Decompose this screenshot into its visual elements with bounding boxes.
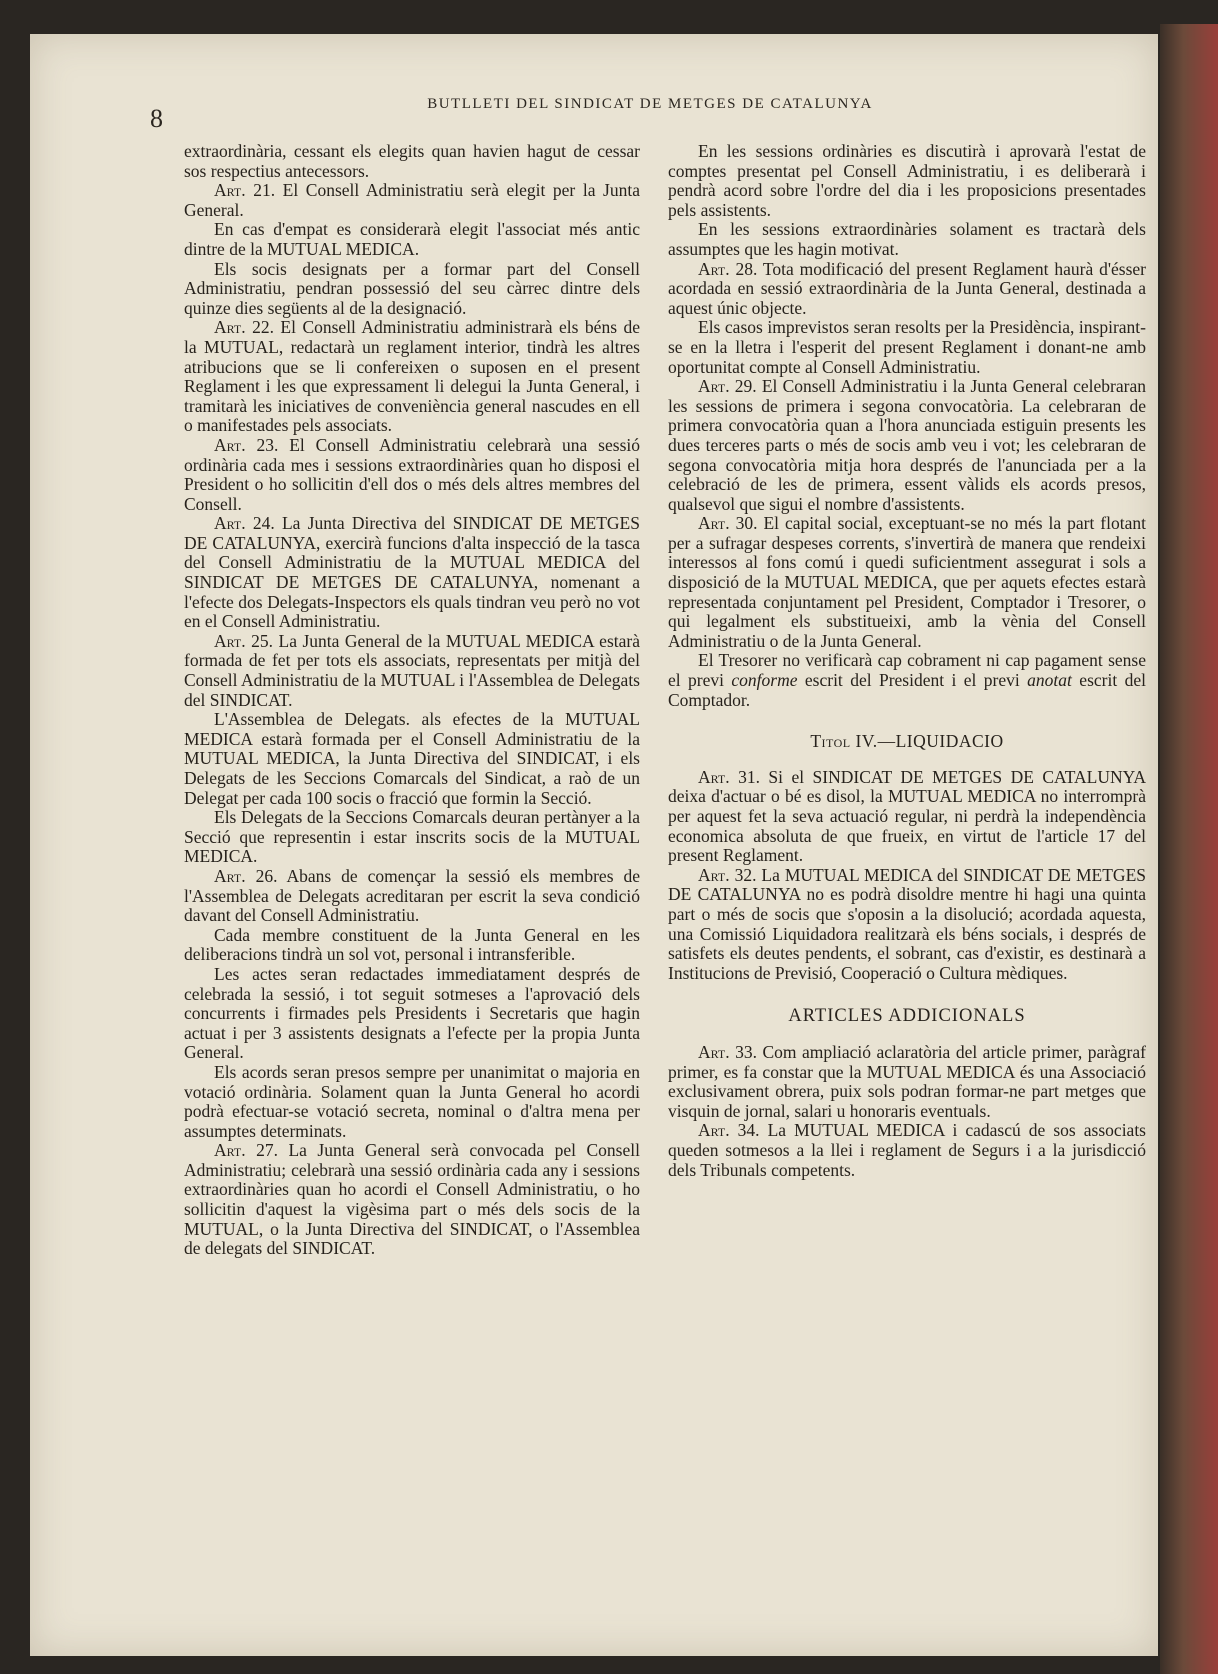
paragraph: Cada membre constituent de la Junta General en les deliberacions tindrà un sol vot, personal i intransferible. [184, 924, 640, 965]
running-head: BUTLLETI DEL SINDICAT DE METGES DE CATALUNYA [427, 96, 873, 112]
article-label: Art. 25. [214, 630, 273, 651]
article-text: El Consell Administratiu administrarà els béns de la MUTUAL, redactarà un reglament interior, tindrà les altres atribucions que se li confereixen o suposen en el present Reglament i les que expressament li delegui la Junta General, i tramitarà les iniciatives de conveniència general nascudes en ell o manifestades pels associats. [184, 317, 640, 436]
text-segment: escrit del Comptador. [668, 670, 1146, 710]
italic-term: conforme [731, 670, 798, 691]
paragraph: En les sessions ordinàries es discutirà i aprovarà l'estat de comptes presentat pel Consell Administratiu, i es deliberarà i pendrà acord sobre l'ordre del dia i les proposicions presentades pels assistents. [668, 141, 1146, 220]
article-text: El capital social, exceptuant-se no més la part flotant per a sufragar despeses corrents, s'invertirà de manera que rendeixi interessos al fons comú i quedi suficientment assegurat i sols a disposició de la MUTUAL MEDICA, que per aquets efectes estarà representada conjuntament pel President, Comptador i Tresorer, o qui legalment els substitueixi, amb la vènia del Consell Administratiu o de la Junta General. [668, 513, 1146, 651]
article-24 [184, 514, 640, 632]
article-text: La Junta Directiva del SINDICAT DE METGES DE CATALUNYA, exercirà funcions d'alta inspecció de la tasca del Consell Administratiu de la MUTUAL MEDICA del SINDICAT DE METGES DE CATALUNYA, nomenant a l'efecte dos Delegats-Inspectors els quals tindran veu però no vot en el Consell Administratiu. [184, 513, 640, 632]
article-text: Abans de començar la sessió els membres de l'Assemblea de Delegats acreditaran per escrit la seva condició davant del Consell Administratiu. [184, 865, 640, 926]
section-title: Titol IV.—LIQUIDACIO [810, 731, 1004, 752]
article-21 [184, 181, 640, 220]
page-number: 8 [150, 104, 163, 133]
adjacent-page-edge [1160, 24, 1218, 1674]
article-label: Art. 30. [698, 513, 758, 534]
article-label: Art. 29. [698, 376, 757, 397]
article-label: Art. 31. [698, 766, 760, 787]
article-label: Art. 21. [214, 180, 276, 201]
section-title: ARTICLES ADDICIONALS [788, 1006, 1026, 1027]
article-text: La Junta General serà convocada pel Consell Administratiu; celebrarà una sessió ordinària cada any i sessions extraordinàries quan ho acordi el Consell Administratiu, o ho sollicitin d'aquest la vigèsima part o més dels socis de la MUTUAL, o la Junta Directiva del SINDICAT, o l'Assemblea de delegats del SINDICAT. [184, 1140, 640, 1259]
article-label: Art. 28. [698, 258, 758, 279]
text-segment: El Tresorer no verificarà cap cobrament ni cap pagament sense el previ [668, 650, 1146, 691]
article-28 [668, 260, 1146, 319]
article-23 [184, 436, 640, 514]
paragraph [668, 651, 1146, 710]
article-label: Art. 32. [698, 864, 757, 885]
article-text: Tota modificació del present Reglament haurà d'ésser acordada en sessió extraordinària de la Junta General, destinada a aquest únic objecte. [668, 258, 1146, 318]
article-27 [184, 1141, 640, 1259]
paragraph: Les actes seran redactades immediatament després de celebrada la sessió, i tot seguit sotmeses a l'aprovació dels concurrents i firmades pels Presidents i Secretaris que hagin actuat i per 3 assistents designats a l'efecte per la propia Junta General. [184, 963, 640, 1063]
article-30 [668, 514, 1146, 651]
article-label: Art. 33. [698, 1041, 757, 1062]
article-29 [668, 377, 1146, 514]
article-text: La MUTUAL MEDICA i cadascú de sos associats queden sotmesos a la llei i reglament de Segurs i a la jurisdicció dels Tribunals competents. [668, 1120, 1146, 1180]
article-31 [668, 768, 1146, 866]
paragraph: En les sessions extraordinàries solament es tractarà dels assumptes que les hagin motivat. [668, 219, 1146, 259]
article-25 [184, 632, 640, 710]
paragraph: Els socis designats per a formar part del Consell Administratiu, pendran possessió del seu càrrec dintre dels quinze dies següents al de la designació. [184, 258, 640, 318]
article-34 [668, 1121, 1146, 1180]
article-text: La MUTUAL MEDICA del SINDICAT DE METGES DE CATALUNYA no es podrà disoldre mentre hi hagi una quinta part o més de socis que s'oposin a la disolució; acordada aquesta, una Comissió Liquidadora realitzarà els béns socials, i després de satisfets els deutes pendents, el sobrant, cas d'existir, es destinarà a Institucions de Previsió, Cooperació o Cultura mèdiques. [668, 864, 1146, 983]
article-33 [668, 1043, 1146, 1121]
paragraph: extraordinària, cessant els elegits quan havien hagut de cessar sos respectius antecessors. [184, 141, 640, 181]
right-column [668, 142, 1146, 1180]
article-22 [184, 318, 640, 436]
paragraph: En cas d'empat es considerarà elegit l'associat més antic dintre de la MUTUAL MEDICA. [184, 219, 640, 259]
article-26 [184, 867, 640, 926]
article-label: Art. 22. [214, 317, 274, 338]
article-text: Com ampliació aclaratòria del article primer, paràgraf primer, es fa constar que la MUTUAL MEDICA és una Associació exclusivament obrera, puix sols podran formar-ne part metges que visquin de jornal, salari u honoraris eventuals. [668, 1041, 1146, 1121]
left-column [184, 142, 640, 1259]
article-label: Art. 34. [698, 1120, 760, 1141]
article-text: El Consell Administratiu i la Junta General celebraran les sessions de primera i segona convocatòria. La celebraran de primera convocatòria quan a l'hora anunciada estiguin presents les dues terceres parts o més de socis amb veu i vot; les celebraran de segona convocatòria mitja hora després de l'anunciada per a la celebració de les de primera, essent vàlids els acords presos, qualsevol que sigui el nombre d'assistents. [668, 376, 1146, 514]
article-label: Art. 24. [214, 513, 275, 534]
article-text: La Junta General de la MUTUAL MEDICA estarà formada de fet per tots els associats, representats per mitjà del Consell Administratiu de la MUTUAL i l'Assemblea de Delegats del SINDICAT. [184, 630, 640, 710]
article-32 [668, 866, 1146, 984]
paragraph: L'Assemblea de Delegats. als efectes de la MUTUAL MEDICA estarà formada per el Consell Administratiu de la MUTUAL MEDICA, la Junta Directiva del SINDICAT, i els Delegats de les Seccions Comarcals del Sindicat, a raò de un Delegat per cada 100 socis o fracció que formin la Secció. [184, 709, 640, 808]
paragraph: Els acords seran presos sempre per unanimitat o majoria en votació ordinària. Solament quan la Junta General ho acordi podrà efectuar-se votació secreta, nominal o d'altra mena per assumptes determinats. [184, 1061, 640, 1141]
article-label: Art. 26. [214, 865, 278, 886]
paragraph: Els Delegats de la Seccions Comarcals deuran pertànyer a la Secció que representin i estar inscrits socis de la MUTUAL MEDICA. [184, 807, 640, 867]
paragraph: Els casos imprevistos seran resolts per la Presidència, inspirant-se en la lletra i l'esperit del present Reglament i donant-ne amb oportunitat compte al Consell Administratiu. [668, 317, 1146, 377]
article-text: El Consell Administratiu celebrarà una sessió ordinària cada mes i sessions extraordinàries quan ho disposi el President o ho sollicitin d'ell dos o més dels altres membres del Consell. [184, 434, 640, 514]
article-label: Art. 23. [214, 434, 279, 455]
article-label: Art. 27. [214, 1140, 278, 1161]
text-segment: escrit del President i el previ [797, 670, 1028, 691]
article-text: Si el SINDICAT DE METGES DE CATALUNYA deixa d'actuar o bé es disol, la MUTUAL MEDICA no interromprà per aquest fet la seva actuació regular, ni perdrà la independència economica absoluta de que frueix, en virtut de l'article 17 del present Reglament. [668, 766, 1146, 866]
italic-term: anotat [1027, 670, 1072, 691]
article-text: El Consell Administratiu serà elegit per la Junta General. [184, 180, 640, 220]
